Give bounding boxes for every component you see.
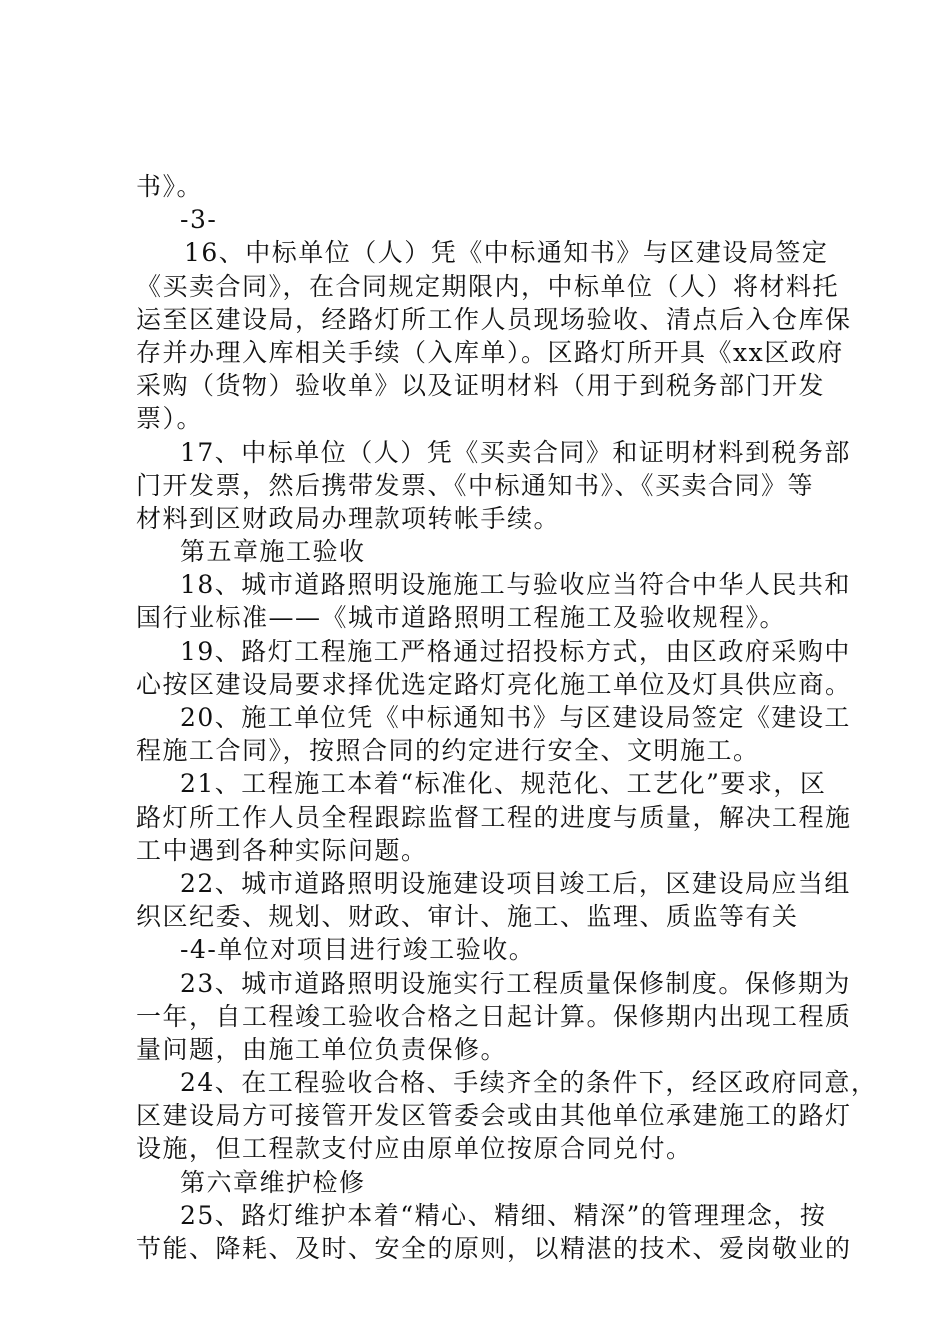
clause-16-start: 16、中标单位（人）凭《中标通知书》与区建设局签定 bbox=[184, 238, 829, 268]
page-number-marker: -4-单位对项目进行竣工验收。 bbox=[180, 935, 536, 965]
chapter-heading-5: 第五章施工验收 bbox=[180, 537, 366, 567]
text-line: 书》。 bbox=[136, 172, 204, 201]
text-line: 门开发票，然后携带发票、《中标通知书》、《买卖合同》等 bbox=[136, 470, 815, 500]
clause-21-start: 21、工程施工本着“标准化、规范化、工艺化”要求，区 bbox=[180, 769, 827, 799]
text-line: 《买卖合同》，在合同规定期限内，中标单位（人）将材料托 bbox=[136, 271, 840, 301]
clause-19-start: 19、路灯工程施工严格通过招投标方式，由区政府采购中 bbox=[180, 636, 851, 666]
text-line: 心按区建设局要求择优选定路灯亮化施工单位及灯具供应商。 bbox=[136, 669, 852, 699]
text-line: 路灯所工作人员全程跟踪监督工程的进度与质量，解决工程施 bbox=[136, 802, 852, 832]
clause-20-start: 20、施工单位凭《中标通知书》与区建设局签定《建设工 bbox=[180, 703, 851, 732]
text-line: 工中遇到各种实际问题。 bbox=[136, 835, 428, 865]
document-body bbox=[136, 170, 878, 1265]
text-line: 存并办理入库相关手续（入库单）。区路灯所开具《xx区政府 bbox=[136, 337, 844, 367]
text-line: 织区纪委、规划、财政、审计、施工、监理、质监等有关 bbox=[136, 902, 799, 932]
clause-23-start: 23、城市道路照明设施实行工程质量保修制度。保修期为 bbox=[180, 968, 851, 998]
clause-18-start: 18、城市道路照明设施施工与验收应当符合中华人民共和 bbox=[180, 570, 851, 600]
clause-22-start: 22、城市道路照明设施建设项目竣工后，区建设局应当组 bbox=[180, 868, 851, 898]
text-line: 量问题，由施工单位负责保修。 bbox=[136, 1034, 508, 1064]
text-line: 票）。 bbox=[136, 404, 204, 434]
clause-25-start: 25、路灯维护本着“精心、精细、精深”的管理理念，按 bbox=[180, 1200, 827, 1230]
clause-24-start: 24、在工程验收合格、手续齐全的条件下，经区政府同意， bbox=[180, 1068, 878, 1098]
clause-17-start: 17、中标单位（人）凭《买卖合同》和证明材料到税务部 bbox=[180, 437, 851, 467]
text-line: 节能、降耗、及时、安全的原则，以精湛的技术、爱岗敬业的 bbox=[136, 1234, 852, 1263]
text-line: 采购（货物）验收单》以及证明材料（用于到税务部门开发 bbox=[136, 371, 826, 401]
text-line: 一年，自工程竣工验收合格之日起计算。保修期内出现工程质 bbox=[136, 1001, 852, 1031]
text-line: 国行业标准——《城市道路照明工程施工及验收规程》。 bbox=[136, 603, 787, 633]
text-line: 区建设局方可接管开发区管委会或由其他单位承建施工的路灯 bbox=[136, 1101, 852, 1131]
text-line: 运至区建设局，经路灯所工作人员现场验收、清点后入仓库保 bbox=[136, 304, 852, 334]
page-number-marker: -3- bbox=[180, 205, 218, 235]
text-line: 程施工合同》，按照合同的约定进行安全、文明施工。 bbox=[136, 736, 760, 766]
text-line: 设施，但工程款支付应由原单位按原合同兑付。 bbox=[136, 1134, 693, 1164]
chapter-heading-6: 第六章维护检修 bbox=[180, 1167, 366, 1197]
text-line: 材料到区财政局办理款项转帐手续。 bbox=[136, 503, 561, 533]
